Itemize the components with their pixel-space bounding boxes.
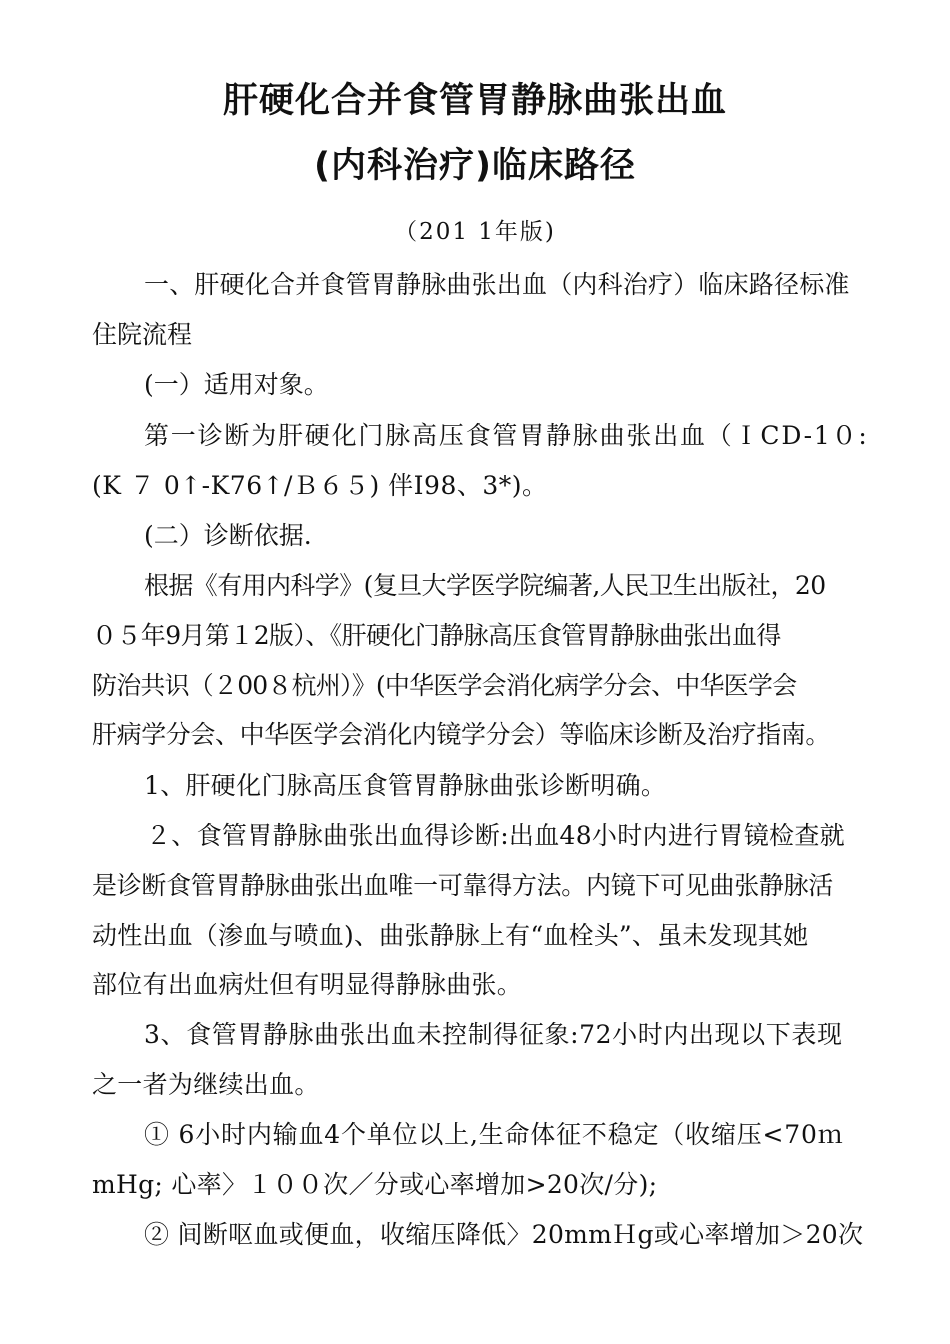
sub1-body-line1: 第一诊断为肝硬化门脉高压食管胃静脉曲张出血（ＩCD-1０: — [144, 421, 869, 450]
section1-heading-line1: 一、肝硬化合并食管胃静脉曲张出血（内科治疗）临床路径标准 — [144, 270, 850, 299]
sub2-body-line4: 肝病学分会、中华医学会消化内镜学分会）等临床诊断及治疗指南。 — [92, 720, 831, 749]
item1-text: 1、肝硬化门脉高压食管胃静脉曲张诊断明确。 — [144, 771, 667, 800]
document-title-line2: (内科治疗)临床路径 — [314, 146, 636, 186]
item2-line1: ２、食管胃静脉曲张出血得诊断:出血48小时内进行胃镜检查就 — [146, 821, 845, 850]
item3-line1: 3、食管胃静脉曲张出血未控制得征象:72小时内出现以下表现 — [144, 1020, 843, 1049]
item2-line4: 部位有出血病灶但有明显得静脉曲张。 — [92, 970, 523, 999]
sub-item2-line1: ② 间断呕血或便血，收缩压降低〉20mmＨg或心率增加＞20次 — [144, 1220, 864, 1249]
sub2-body-line1: 根据《有用内科学》(复旦大学医学院编著,人民卫生出版社，20 — [144, 571, 826, 600]
item2-line3: 动性出血（渗血与喷血)、曲张静脉上有“血栓头”、虽未发现其她 — [92, 921, 809, 950]
item2-line2: 是诊断食管胃静脉曲张出血唯一可靠得方法。内镜下可见曲张静脉活 — [92, 871, 834, 900]
sub2-body-line3: 防治共识（２00８杭州）》(中华医学会消化病学分会、中华医学会 — [92, 671, 797, 700]
document-title-line1: 肝硬化合并食管胃静脉曲张出血 — [222, 81, 727, 121]
sub2-heading: (二）诊断依据. — [144, 521, 312, 550]
sub1-body-line2: (K ７ 0↑-K76↑/Ｂ６５) 伴I98、3*)。 — [92, 471, 548, 500]
sub1-heading: (一）适用对象。 — [144, 370, 329, 399]
sub-item1-line1: ① 6小时内输血4个单位以上,生命体征不稳定（收缩压<70ｍ — [144, 1120, 844, 1149]
sub2-body-line2: ０５年9月第１2版）、《肝硬化门静脉高压食管胃静脉曲张出血得 — [92, 621, 781, 650]
item3-line2: 之一者为继续出血。 — [92, 1070, 320, 1099]
sub-item1-line2: mHg; 心率〉１００次／分或心率增加>20次/分); — [92, 1170, 658, 1199]
version-label: （201 1年版) — [394, 219, 556, 245]
section1-heading-line2: 住院流程 — [92, 320, 193, 349]
